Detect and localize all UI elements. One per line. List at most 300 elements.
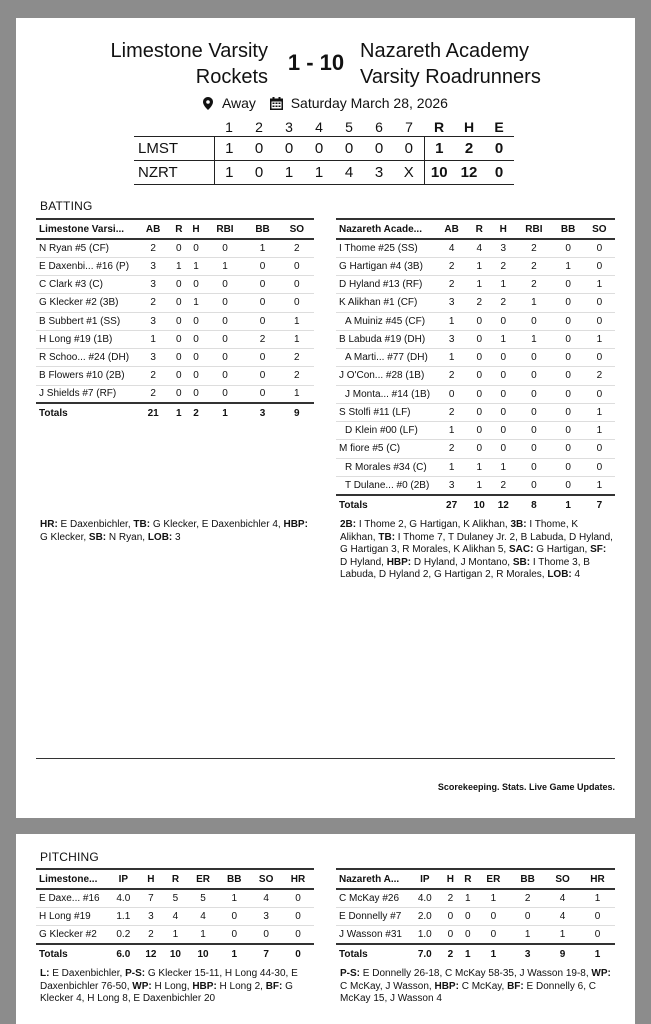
note-label: 3B: (510, 519, 527, 530)
rhe-header: R (433, 118, 445, 135)
inning-header: 1 (225, 118, 233, 135)
stat-cell: 2 (491, 476, 515, 494)
away-batting-notes (40, 519, 312, 544)
stat-cell: 0 (584, 257, 615, 275)
stat-header-row (336, 869, 615, 889)
total-cell: 21 (136, 403, 170, 423)
note-text: D Hyland, J Montano, (411, 556, 513, 568)
stat-cell: 1 (467, 276, 491, 294)
stat-cell: 5 (188, 889, 219, 907)
column-header: R (459, 869, 476, 889)
stat-cell: 0 (467, 422, 491, 440)
column-header: ER (188, 869, 219, 889)
stat-cell: 3 (136, 312, 170, 330)
stat-cell: 0 (205, 294, 246, 312)
stat-cell: 7 (139, 889, 164, 907)
stat-cell: 0 (459, 907, 476, 925)
stat-cell: 0 (205, 385, 246, 403)
player-name: S Stolfi #11 (LF) (336, 403, 436, 421)
note-text: I Thome 2, G Hartigan, K Alikhan, (356, 519, 511, 530)
stat-cell: 0 (187, 330, 204, 348)
stat-cell: 2 (515, 239, 552, 257)
player-name: M fiore #5 (C) (336, 440, 436, 458)
linescore-header-row (134, 118, 514, 136)
note-label: TB: (378, 531, 396, 543)
stat-cell: 2 (436, 257, 467, 275)
stat-cell: 3 (136, 276, 170, 294)
stat-cell: 1.1 (108, 907, 139, 925)
player-row (36, 294, 314, 312)
note-text: E Daxenbichler, (57, 519, 134, 530)
pitching-page (16, 834, 635, 1024)
column-header: H (187, 219, 204, 239)
totals-label: Totals (336, 944, 408, 964)
stat-cell: 0 (580, 907, 615, 925)
home-batting-notes (340, 519, 614, 582)
stat-cell: 1 (491, 458, 515, 476)
player-name: B Subbert #1 (SS) (36, 312, 136, 330)
stat-cell: 0 (553, 330, 584, 348)
stat-cell: 0 (218, 907, 250, 925)
player-name: C McKay #26 (336, 889, 408, 907)
stat-cell: 0 (467, 312, 491, 330)
stat-cell: 0 (515, 312, 552, 330)
stat-cell: 1 (584, 422, 615, 440)
total-cell: 7 (250, 944, 282, 964)
rhe-value: 1 (424, 136, 454, 160)
stat-cell: 0 (187, 349, 204, 367)
player-name: R Morales #34 (C) (336, 458, 436, 476)
stat-cell: 2 (467, 294, 491, 312)
total-cell: 8 (515, 495, 552, 515)
away-pitching-table (36, 868, 314, 964)
stat-cell: 0 (245, 276, 279, 294)
player-row (336, 926, 615, 944)
stat-cell: 0 (491, 440, 515, 458)
player-name: D Klein #00 (LF) (336, 422, 436, 440)
stat-cell: 0 (205, 330, 246, 348)
note-text: E Donnelly 6, C McKay 15, J Wasson 4 (340, 980, 597, 1004)
player-row (336, 257, 615, 275)
column-header: R (170, 219, 187, 239)
stat-cell: 1 (584, 330, 615, 348)
stat-cell: 0 (467, 367, 491, 385)
column-header: SO (280, 219, 314, 239)
player-name: A Muiniz #45 (CF) (336, 312, 436, 330)
stat-cell: 1 (280, 330, 314, 348)
player-name: T Dulane... #0 (2B) (336, 476, 436, 494)
stat-cell: 0 (170, 239, 187, 257)
player-row (336, 440, 615, 458)
stat-cell: 0 (436, 385, 467, 403)
stat-cell: 0 (170, 294, 187, 312)
player-row (36, 276, 314, 294)
stat-cell: 0 (553, 276, 584, 294)
inning-runs: 1 (214, 136, 244, 160)
player-name: K Alikhan #1 (CF) (336, 294, 436, 312)
stat-cell: 0 (187, 276, 204, 294)
stat-cell: 0 (187, 367, 204, 385)
note-text: G Hartigan, (533, 544, 591, 555)
column-header: IP (108, 869, 139, 889)
note-label: P-S: (340, 968, 360, 979)
note-text: I Thome 7, T Dulaney Jr. 2, B Labuda, D Hyland, G Hartigan 3, R Morales, K Alikhan 5, (340, 531, 613, 555)
stat-cell: 0 (205, 349, 246, 367)
rhe-value: 10 (424, 160, 454, 184)
total-cell: 12 (139, 944, 164, 964)
rhe-value: 12 (454, 160, 484, 184)
total-cell: 1 (553, 495, 584, 515)
stat-cell: 0 (459, 926, 476, 944)
stat-cell: 0 (442, 926, 459, 944)
total-cell: 1 (459, 944, 476, 964)
stat-cell: 1 (515, 330, 552, 348)
player-name: J Wasson #31 (336, 926, 408, 944)
home-team-line2: Varsity Roadrunners (360, 66, 541, 88)
inning-runs: 1 (274, 160, 304, 184)
stat-cell: 0 (510, 907, 545, 925)
stat-cell: 2 (136, 367, 170, 385)
totals-row (36, 944, 314, 964)
stat-cell: 0 (491, 367, 515, 385)
stat-cell: 3 (136, 257, 170, 275)
home-team-name (360, 38, 620, 90)
stat-cell: 1 (515, 294, 552, 312)
column-header: BB (218, 869, 250, 889)
total-cell: 1 (218, 944, 250, 964)
total-cell: 1 (477, 944, 511, 964)
stat-cell: 1 (163, 926, 188, 944)
total-cell: 27 (436, 495, 467, 515)
stat-cell: 0 (491, 385, 515, 403)
final-score: 1 - 10 (287, 50, 345, 75)
total-cell: 1 (170, 403, 187, 423)
stat-cell: 0 (553, 367, 584, 385)
stat-cell: 1 (491, 330, 515, 348)
inning-runs: 3 (364, 160, 394, 184)
stat-cell: 1 (584, 276, 615, 294)
stat-cell: 0 (250, 926, 282, 944)
stat-cell: 0 (553, 403, 584, 421)
note-text: H Long 2, (216, 980, 266, 992)
stat-cell: 0 (205, 239, 246, 257)
column-header: IP (408, 869, 442, 889)
total-cell: 2 (187, 403, 204, 423)
calendar-icon (270, 97, 283, 110)
stat-cell: 0 (467, 385, 491, 403)
stat-cell: 1.0 (408, 926, 442, 944)
stat-cell: 0 (553, 312, 584, 330)
player-name: J Monta... #14 (1B) (336, 385, 436, 403)
player-row (336, 294, 615, 312)
player-name: I Thome #25 (SS) (336, 239, 436, 257)
player-row (36, 889, 314, 907)
note-label: LOB: (547, 569, 572, 580)
stat-cell: 0 (282, 889, 314, 907)
inning-runs: 0 (244, 136, 274, 160)
stat-cell: 1 (280, 385, 314, 403)
away-pitching-notes (40, 968, 316, 1006)
stat-cell: 0 (553, 440, 584, 458)
rhe-value: 0 (484, 136, 514, 160)
stat-cell: 2 (491, 294, 515, 312)
total-cell: 7.0 (408, 944, 442, 964)
column-header: R (467, 219, 491, 239)
stat-cell: 0 (553, 458, 584, 476)
stat-cell: 2 (515, 276, 552, 294)
stat-cell: 3 (436, 294, 467, 312)
stat-cell: 2 (515, 257, 552, 275)
stat-cell: 0 (515, 440, 552, 458)
stat-cell: 0 (553, 349, 584, 367)
stat-cell: 3 (491, 239, 515, 257)
stat-cell: 1 (436, 312, 467, 330)
player-name: H Long #19 (36, 907, 108, 925)
player-row (336, 458, 615, 476)
stat-cell: 1 (553, 257, 584, 275)
player-row (36, 312, 314, 330)
stat-cell: 0 (491, 312, 515, 330)
stat-cell: 0 (515, 458, 552, 476)
stat-cell: 0 (584, 294, 615, 312)
total-cell: 10 (467, 495, 491, 515)
stat-cell: 1 (584, 403, 615, 421)
stat-cell: 1 (436, 458, 467, 476)
stat-cell: 1 (205, 257, 246, 275)
stat-cell: 4 (163, 907, 188, 925)
note-label: HBP: (192, 980, 217, 992)
linescore-team: LMST (134, 136, 214, 160)
stat-cell: 3 (139, 907, 164, 925)
stat-cell: 4.0 (408, 889, 442, 907)
stat-cell: 1 (436, 422, 467, 440)
column-header: AB (136, 219, 170, 239)
stat-cell: 0 (515, 403, 552, 421)
column-header: SO (584, 219, 615, 239)
home-pitching-table (336, 868, 615, 964)
player-row (36, 257, 314, 275)
stat-cell: 1 (187, 294, 204, 312)
stat-cell: 0 (515, 422, 552, 440)
stat-cell: 0 (218, 926, 250, 944)
linescore-corner (134, 118, 214, 136)
stat-cell: 1 (459, 889, 476, 907)
total-cell: 6.0 (108, 944, 139, 964)
column-header: AB (436, 219, 467, 239)
note-label: HBP: (434, 980, 459, 992)
stat-cell: 0 (280, 294, 314, 312)
note-label: HBP: (386, 556, 412, 568)
stat-cell: 0 (584, 458, 615, 476)
date-text: Saturday March 28, 2026 (290, 95, 448, 112)
stat-cell: 1 (218, 889, 250, 907)
player-row (336, 330, 615, 348)
player-name: N Ryan #5 (CF) (36, 239, 136, 257)
stat-cell: 0 (491, 403, 515, 421)
total-cell: 12 (491, 495, 515, 515)
total-cell: 9 (545, 944, 580, 964)
stat-cell: 0.2 (108, 926, 139, 944)
note-label: L: (40, 968, 50, 979)
column-header: RBI (205, 219, 246, 239)
rhe-value: 0 (484, 160, 514, 184)
stat-cell: 1 (136, 330, 170, 348)
player-row (36, 907, 314, 925)
column-header: H (442, 869, 459, 889)
column-header: H (491, 219, 515, 239)
stat-cell: 0 (170, 312, 187, 330)
note-text: E Donnelly 26-18, C McKay 58-35, J Wasson 19-8, (360, 968, 592, 979)
player-name: J O'Con... #28 (1B) (336, 367, 436, 385)
totals-label: Totals (36, 944, 108, 964)
note-text: G Klecker 4, H Long 8, E Daxenbichler 20 (40, 980, 293, 1004)
total-cell: 7 (584, 495, 615, 515)
team-header: Nazareth Acade... (336, 219, 436, 239)
player-row (336, 889, 615, 907)
inning-header: 2 (255, 118, 263, 135)
stat-cell: 0 (280, 276, 314, 294)
column-header: BB (245, 219, 279, 239)
stat-cell: 2 (442, 889, 459, 907)
stat-cell: 0 (553, 422, 584, 440)
stat-cell: 2 (436, 367, 467, 385)
player-row (336, 422, 615, 440)
note-text: C McKay, (458, 980, 508, 992)
stat-cell: 0 (467, 403, 491, 421)
stat-cell: 0 (467, 330, 491, 348)
column-header: H (139, 869, 164, 889)
stat-cell: 5 (163, 889, 188, 907)
inning-header: 7 (405, 118, 413, 135)
note-text: I Thome, K Alikhan, (340, 519, 579, 543)
linescore-team: NZRT (134, 160, 214, 184)
stat-cell: 3 (136, 349, 170, 367)
total-cell: 2 (442, 944, 459, 964)
stat-cell: 1 (467, 476, 491, 494)
player-row (36, 367, 314, 385)
linescore-row (134, 136, 514, 160)
player-row (336, 476, 615, 494)
inning-runs: 0 (304, 136, 334, 160)
stat-cell: 0 (205, 276, 246, 294)
note-label: P-S: (125, 968, 146, 979)
stat-cell: 0 (580, 926, 615, 944)
note-text: G Klecker, (40, 531, 89, 543)
stat-cell: 2.0 (408, 907, 442, 925)
stat-cell: 2 (136, 239, 170, 257)
player-row (36, 239, 314, 257)
team-header: Limestone... (36, 869, 108, 889)
stat-cell: 0 (477, 926, 511, 944)
stat-cell: 3 (436, 476, 467, 494)
stat-cell: 1 (170, 257, 187, 275)
note-text: I Thome 3, B Labuda, D Hyland 2, G Hartigan 2, R Morales, (340, 556, 590, 580)
note-label: SB: (512, 556, 531, 568)
stat-cell: 2 (280, 349, 314, 367)
stat-cell: 0 (245, 294, 279, 312)
inning-runs: 4 (334, 160, 364, 184)
note-label: SAC: (508, 544, 534, 555)
stat-cell: 0 (467, 349, 491, 367)
stat-cell: 0 (515, 476, 552, 494)
stat-cell: 0 (553, 385, 584, 403)
player-name: D Hyland #13 (RF) (336, 276, 436, 294)
stat-cell: 0 (282, 907, 314, 925)
stat-cell: 4 (188, 907, 219, 925)
stat-cell: 2 (510, 889, 545, 907)
stat-cell: 1 (187, 257, 204, 275)
stat-cell: 0 (187, 312, 204, 330)
note-label: HBP: (283, 519, 308, 530)
totals-row (36, 403, 314, 423)
total-cell: 10 (163, 944, 188, 964)
totals-label: Totals (36, 403, 136, 423)
stat-cell: 0 (491, 422, 515, 440)
stat-cell: 4 (436, 239, 467, 257)
stat-cell: 1 (436, 349, 467, 367)
inning-runs: 0 (244, 160, 274, 184)
player-row (36, 385, 314, 403)
note-label: SB: (88, 531, 107, 543)
linescore-row (134, 160, 514, 184)
stat-cell: 0 (584, 239, 615, 257)
stat-cell: 3 (436, 330, 467, 348)
location-text: Away (221, 95, 256, 112)
total-cell: 10 (188, 944, 219, 964)
note-label: TB: (133, 519, 151, 530)
note-label: BF: (265, 980, 283, 992)
stat-cell: 4.0 (108, 889, 139, 907)
total-cell: 0 (282, 944, 314, 964)
stat-cell: 0 (280, 257, 314, 275)
boxscore-page (16, 18, 635, 818)
column-header: SO (250, 869, 282, 889)
inning-header: 3 (285, 118, 293, 135)
team-header: Nazareth A... (336, 869, 408, 889)
player-name: J Shields #7 (RF) (36, 385, 136, 403)
stat-cell: 2 (436, 276, 467, 294)
note-text: C McKay, J Wasson, (340, 980, 435, 992)
away-team-line1: Limestone Varsity (110, 40, 268, 62)
player-row (336, 312, 615, 330)
stat-cell: 0 (170, 349, 187, 367)
stat-cell: 0 (515, 367, 552, 385)
total-cell: 3 (245, 403, 279, 423)
total-cell: 1 (580, 944, 615, 964)
player-row (336, 239, 615, 257)
column-header: BB (553, 219, 584, 239)
inning-runs: 0 (364, 136, 394, 160)
footer-divider (36, 758, 615, 759)
player-name: G Klecker #2 (36, 926, 108, 944)
stat-cell: 2 (245, 330, 279, 348)
stat-cell: 1 (467, 257, 491, 275)
stat-cell: 1 (467, 458, 491, 476)
stat-cell: 1 (188, 926, 219, 944)
batting-title: BATTING (40, 199, 93, 213)
stat-cell: 1 (245, 239, 279, 257)
stat-cell: 0 (477, 907, 511, 925)
column-header: ER (477, 869, 511, 889)
team-header: Limestone Varsi... (36, 219, 136, 239)
note-label: WP: (591, 968, 611, 979)
column-header: BB (510, 869, 545, 889)
stat-cell: 0 (515, 349, 552, 367)
linescore-table (134, 118, 514, 185)
stat-cell: 0 (553, 476, 584, 494)
away-team-line2: Rockets (195, 66, 268, 88)
home-batting-table (336, 218, 615, 515)
